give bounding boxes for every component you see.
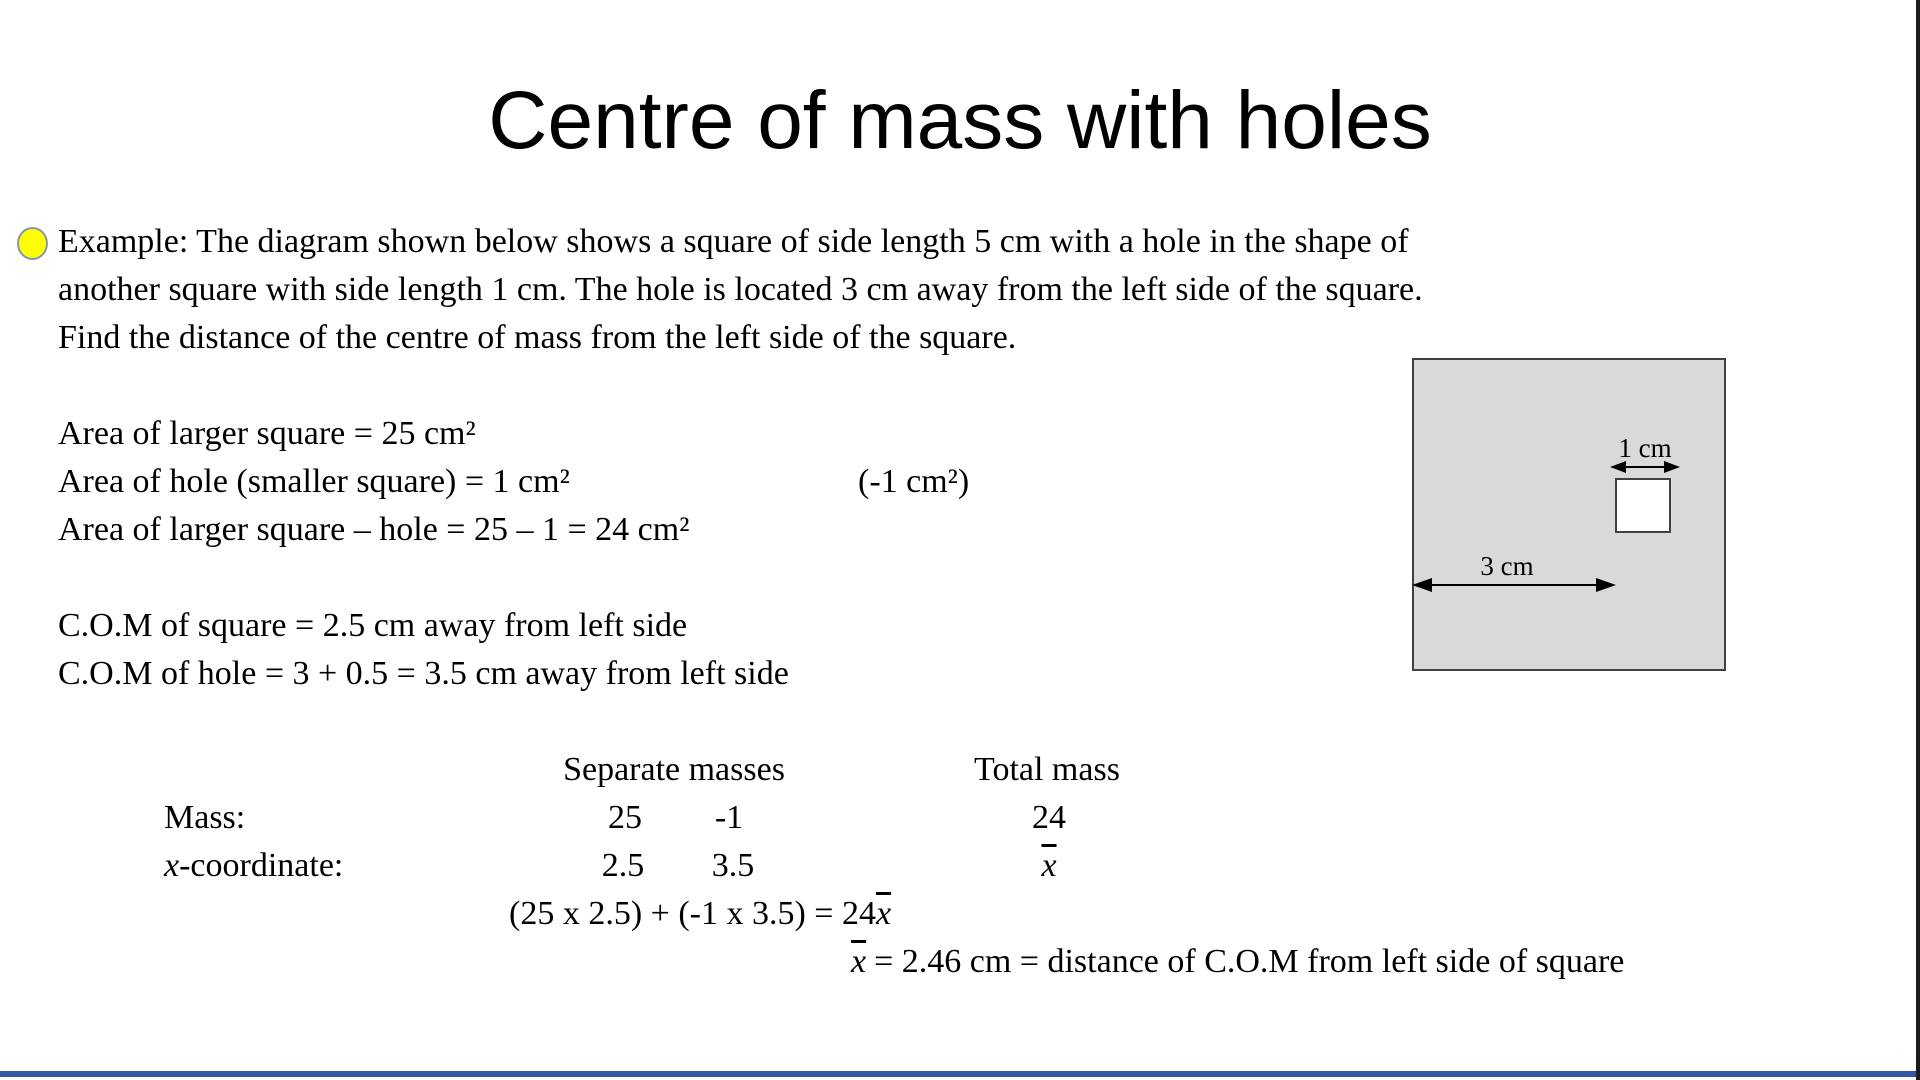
example-text-line-3: Find the distance of the centre of mass from the left side of the square. — [58, 319, 1017, 356]
result-text: = 2.46 cm = distance of C.O.M from left side of square — [874, 943, 1625, 980]
com-square-line: C.O.M of square = 2.5 cm away from left side — [58, 607, 688, 644]
xbar-symbol: $\overline{x}$ — [1041, 847, 1057, 884]
bottom-accent-bar — [0, 1071, 1920, 1077]
hole-width-arrow-icon — [1610, 459, 1680, 475]
separate-masses-header: Separate masses — [563, 751, 785, 788]
right-edge-line — [1916, 0, 1920, 1080]
area-net-line: Area of larger square – hole = 25 – 1 = 24 cm² — [58, 511, 690, 548]
area-hole-text: Area of hole (smaller square) = 1 cm² — [58, 463, 570, 500]
table-header-row — [58, 746, 1868, 794]
moment-equation-line — [58, 890, 1868, 938]
example-text-line-2: another square with side length 1 cm. The hole is located 3 cm away from the left side of the square. — [58, 271, 1423, 308]
com-hole-line: C.O.M of hole = 3 + 0.5 = 3.5 cm away from left side — [58, 655, 789, 692]
mass-value-square: 25 — [608, 799, 642, 836]
result-statement — [851, 938, 1624, 986]
large-square-shape — [1412, 358, 1726, 671]
moment-equation — [509, 890, 891, 938]
slide-title: Centre of mass with holes — [488, 75, 1432, 166]
hole-offset-label: 3 cm — [1480, 551, 1534, 581]
area-hole-note: (-1 cm²) — [858, 463, 970, 500]
bullet-icon — [17, 227, 48, 260]
xcoordinate-x-symbol: x — [164, 847, 180, 884]
area-larger-square-line: Area of larger square = 25 cm² — [58, 415, 476, 452]
xbar-symbol: $\overline{x}$ — [851, 943, 867, 980]
xcoordinate-row — [58, 842, 1868, 890]
spacer-line — [58, 698, 1868, 746]
xbar-symbol: $\overline{x}$ — [875, 895, 892, 932]
mass-value-hole: -1 — [714, 799, 744, 836]
total-mass-header: Total mass — [974, 751, 1120, 788]
mass-total-value: 24 — [1032, 799, 1066, 836]
xcoordinate-value-hole: 3.5 — [711, 847, 755, 884]
mass-row — [58, 794, 1868, 842]
moment-equation-text: (25 x 2.5) + (-1 x 3.5) = 24 — [509, 895, 876, 932]
hole-offset-arrow-icon — [1412, 576, 1616, 594]
mass-row-label: Mass: — [164, 799, 246, 836]
xcoordinate-value-square: 2.5 — [601, 847, 645, 884]
hole-square-shape — [1615, 478, 1671, 533]
xcoordinate-row-label — [164, 842, 343, 890]
xcoordinate-label-rest: -coordinate: — [179, 847, 344, 884]
result-line — [58, 938, 1868, 986]
example-text-line-1: Example: The diagram shown below shows a square of side length 5 cm with a hole in the shape of — [58, 223, 1409, 260]
hole-width-label: 1 cm — [1618, 433, 1672, 463]
